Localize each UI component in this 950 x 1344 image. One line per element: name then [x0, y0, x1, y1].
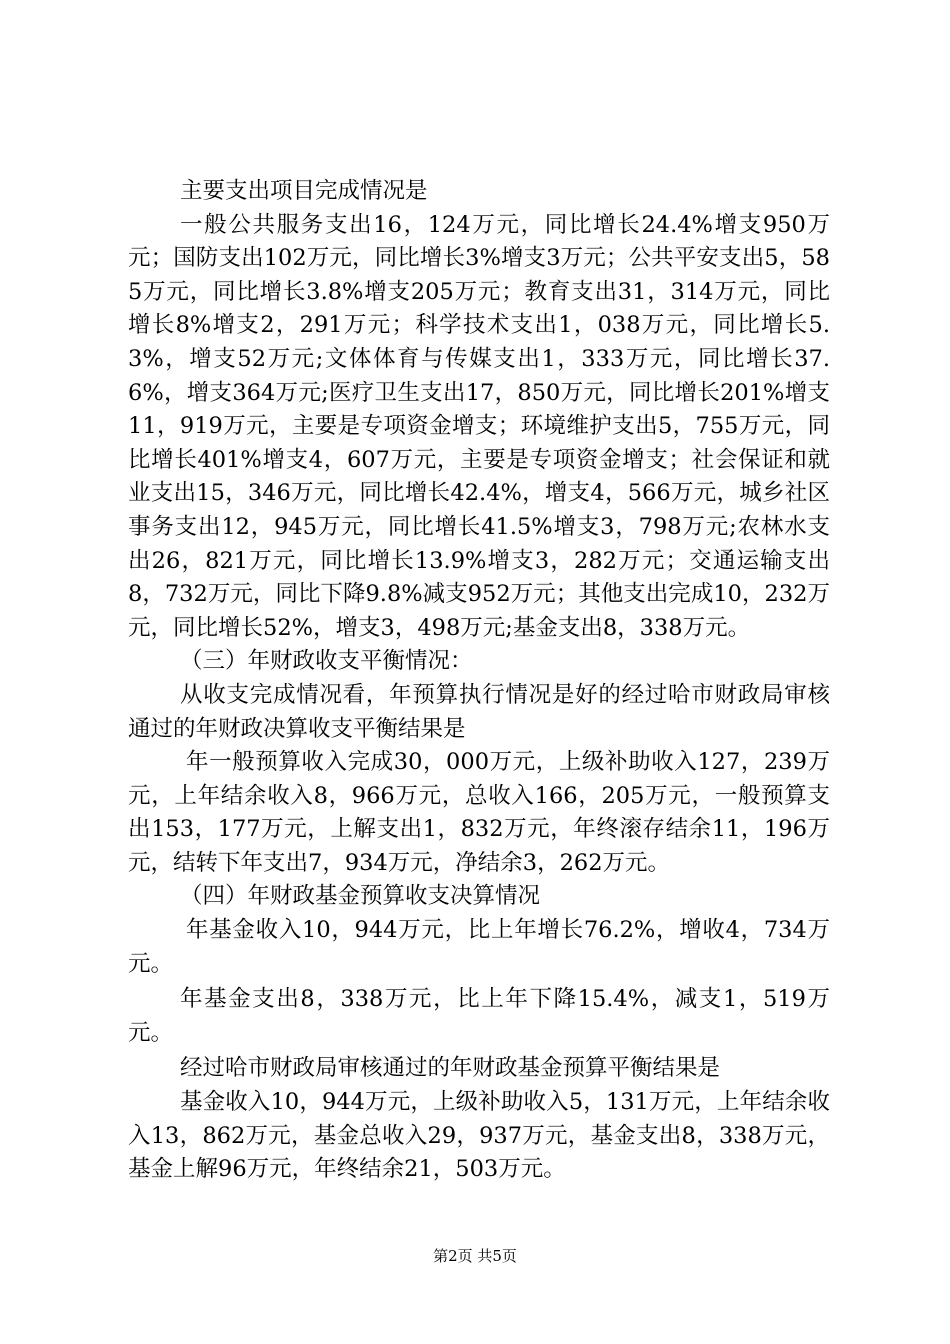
paragraph-heading-main-expenditure: 主要支出项目完成情况是: [180, 178, 428, 204]
paragraph-balance-intro: 从收支完成情况看，年预算执行情况是好的经过哈市财政局审核通过的年财政决算收支平衡结果是: [128, 681, 830, 742]
paragraph-expenditure-details: 一般公共服务支出16，124万元，同比增长24.4%增支950万元；国防支出102万元，同比增长3%增支3万元；公共平安支出5，585万元，同比增长3.8%增支205万元；教育支出31，314万元，同比增长8%增支2，291万元；科学技术支出1，038万元，同比增长5.3%，增支52万元;文体体育与传媒支出1，333万元，同比增长37.6%，增支364万元;医疗卫生支出17，850万元，同比增长201%增支11，919万元，主要是专项资金增支；环境维护支出5，755万元，同比增长401%增支4，607万元，主要是专项资金增支；社会保证和就业支出15，346万元，同比增长42.4%，增支4，566万元，城乡社区事务支出12，945万元，同比增长41.5%增支3，798万元;农林水支出26，821万元，同比增长13.9%增支3，282万元；交通运输支出8，732万元，同比下降9.8%减支952万元；其他支出完成10，232万元，同比增长52%，增支3，498万元;基金支出8，338万元。: [128, 211, 830, 641]
paragraph-fund-balance-intro: 经过哈市财政局审核通过的年财政基金预算平衡结果是: [180, 1055, 721, 1082]
document-body: [128, 175, 830, 1187]
page-footer: 第2页 共5页: [433, 1247, 517, 1265]
paragraph-heading-section-4: （四）年财政基金预算收支决算情况: [180, 883, 541, 910]
paragraph-fund-income: 年基金收入10，944万元，比上年增长76.2%，增收4，734万元。: [128, 917, 830, 977]
paragraph-balance-details: 年一般预算收入完成30，000万元，上级补助收入127，239万元，上年结余收入8，966万元，总收入166，205万元，一般预算支出153，177万元，上解支出1，832万元，年终滚存结余11，196万元，结转下年支出7，934万元，净结余3，262万元。: [128, 749, 830, 876]
paragraph-fund-balance-details: 基金收入10，944万元，上级补助收入5，131万元，上年结余收入13，862万元，基金总收入29，937万元，基金支出8，338万元，基金上解96万元，年终结余21，503万元。: [128, 1089, 830, 1183]
paragraph-fund-expenditure: 年基金支出8，338万元，比上年下降15.4%，减支1，519万元。: [128, 986, 830, 1046]
paragraph-heading-section-3: （三）年财政收支平衡情况：: [180, 648, 473, 675]
